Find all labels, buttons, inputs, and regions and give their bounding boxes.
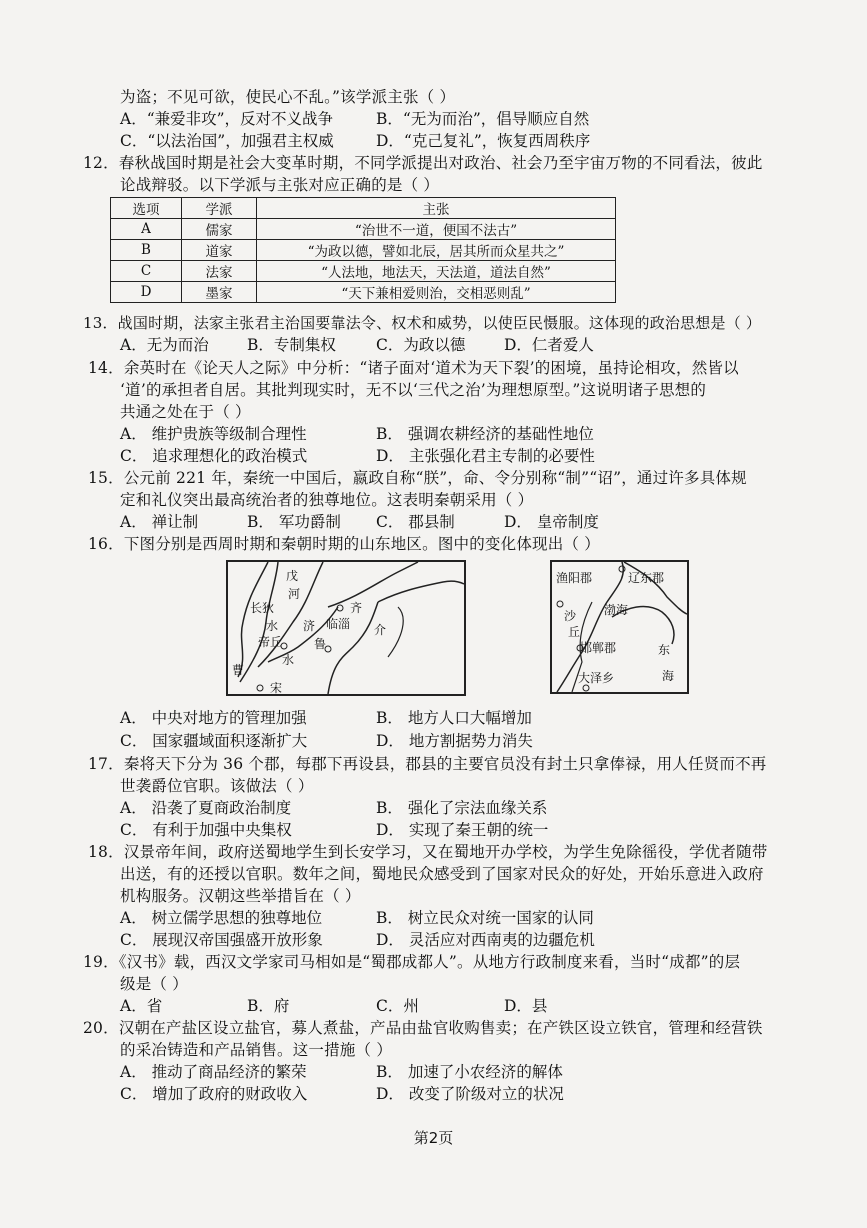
q15-stem-line2: 定和礼仪突出最高统治者的独尊地位。这表明秦朝采用（ ） (120, 491, 534, 509)
table-cell: A (111, 219, 182, 240)
q11-stem-tail: 为盗；不见可欲，使民心不乱。”该学派主张（ ） (120, 88, 456, 106)
map-qin (550, 560, 689, 694)
map1-label: 鲁 (314, 637, 327, 651)
map1-label: 曹 (232, 663, 245, 677)
table-header-row (111, 198, 616, 219)
q18-option-c: C． 展现汉帝国强盛开放形象 (120, 931, 323, 949)
map2-coast-line (624, 562, 687, 614)
q20-option-a: A． 推动了商品经济的繁荣 (120, 1063, 307, 1081)
q16-stem: 16．下图分别是西周时期和秦朝时期的山东地区。图中的变化体现出（ ） (88, 535, 600, 553)
map1-label: 水 (266, 619, 279, 633)
q17-stem-line2: 世袭爵位官职。该做法（ ） (120, 777, 314, 795)
map1-coast-line (388, 607, 403, 657)
map2-label: 渔阳郡 (556, 571, 593, 585)
q18-option-a: A． 树立儒学思想的独尊地位 (120, 909, 323, 927)
table-row (111, 261, 616, 282)
q16-option-c: C． 国家疆域面积逐渐扩大 (120, 732, 308, 750)
q20-option-d: D． 改变了阶级对立的状况 (376, 1085, 564, 1103)
q17-option-a: A． 沿袭了夏商政治制度 (120, 799, 292, 817)
q19-option-d: D．县 (504, 997, 548, 1015)
q15-option-a: A． 禅让制 (120, 513, 199, 531)
q19-stem-line2: 级是（ ） (120, 975, 188, 993)
q16-option-d: D． 地方割据势力消失 (376, 732, 533, 750)
q20-option-b: B． 加速了小农经济的解体 (376, 1063, 563, 1081)
q12-table (110, 197, 616, 303)
map2-label: 丘 (568, 625, 581, 639)
q18-stem-line2: 出送，有的还授以官职。数年之间，蜀地民众感受到了国家对民众的好处，开始乐意进入政府 (120, 865, 764, 883)
map1-label: 戊 (286, 569, 299, 583)
page-number: 第2页 (413, 1129, 454, 1147)
map-qin-svg (552, 562, 687, 692)
q15-stem-line1: 15．公元前 221 年，秦统一中国后，嬴政自称“朕”，命、令分别称“制”“诏”，通过许多具体规 (88, 469, 747, 487)
table-cell: “治世不一道，便国不法古” (257, 219, 616, 240)
table-cell: C (111, 261, 182, 282)
map2-label: 大泽乡 (578, 671, 615, 685)
q13-option-b: B．专制集权 (247, 336, 336, 354)
table-cell: B (111, 240, 182, 261)
map-western-zhou-svg (228, 562, 464, 694)
table-row (111, 219, 616, 240)
table-header-cell: 学派 (182, 198, 257, 219)
q19-option-c: C．州 (376, 997, 419, 1015)
q14-option-c: C． 追求理想化的政治模式 (120, 447, 308, 465)
map1-city-marker (257, 685, 263, 691)
table-cell: 墨家 (182, 282, 257, 303)
map2-label: 辽东郡 (628, 571, 665, 585)
q11-option-c: C．“以法治国”，加强君主权威 (120, 132, 334, 150)
q20-option-c: C． 增加了政府的财政收入 (120, 1085, 308, 1103)
q13-option-d: D．仁者爱人 (504, 336, 594, 354)
table-cell: “为政以德，譬如北辰，居其所而众星共之” (257, 240, 616, 261)
q15-option-d: D． 皇帝制度 (504, 513, 599, 531)
q11-option-d: D．“克己复礼”，恢复西周秩序 (376, 132, 591, 150)
q14-stem-line2: ‘道’的承担者自居。其批判现实时，无不以‘三代之治’为理想原型。”这说明诸子思想的 (120, 381, 707, 399)
table-cell: 道家 (182, 240, 257, 261)
map2-label: 邯郸郡 (580, 641, 617, 655)
q18-option-b: B． 树立民众对统一国家的认同 (376, 909, 594, 927)
q16-option-a: A． 中央对地方的管理加强 (120, 709, 307, 727)
map1-coast-line (328, 562, 418, 607)
q18-option-d: D． 灵活应对西南夷的边疆危机 (376, 931, 595, 949)
map1-label: 河 (288, 587, 301, 601)
table-row (111, 240, 616, 261)
q19-option-a: A．省 (120, 997, 163, 1015)
table-cell: D (111, 282, 182, 303)
map1-coast-line (378, 581, 464, 602)
map2-city-marker (557, 601, 563, 607)
q15-option-c: C． 郡县制 (376, 513, 455, 531)
table-cell: “人法地，地法天，天法道，道法自然” (257, 261, 616, 282)
q17-option-d: D． 实现了秦王朝的统一 (376, 821, 549, 839)
q18-stem-line1: 18．汉景帝年间，政府送蜀地学生到长安学习，又在蜀地开办学校，为学生免除徭役，学优者随带 (88, 843, 768, 861)
map1-label: 宋 (270, 681, 283, 694)
q12-stem-line2: 论战辩驳。以下学派与主张对应正确的是（ ） (120, 176, 440, 194)
q17-stem-line1: 17．秦将天下分为 36 个郡，每郡下再设县，郡县的主要官员没有封土只拿俸禄，用人任贤而不再 (88, 755, 767, 773)
q20-stem-line1: 20．汉朝在产盐区设立盐官，募人煮盐，产品由盐官收购售卖；在产铁区设立铁官，管理和经营铁 (83, 1019, 763, 1037)
table-header-cell: 选项 (111, 198, 182, 219)
map1-label: 济 (303, 619, 316, 633)
q14-option-a: A． 维护贵族等级制合理性 (120, 425, 307, 443)
q11-option-a: A．“兼爱非攻”，反对不义战争 (120, 110, 334, 128)
q19-stem-line1: 19．《汉书》载，西汉文学家司马相如是“蜀郡成都人”。从地方行政制度来看，当时“成都”的层 (83, 953, 741, 971)
map2-label: 东 (658, 643, 671, 657)
map2-city-marker (619, 566, 625, 572)
q13-stem: 13．战国时期，法家主张君主治国要靠法令、权术和威势，以使臣民慑服。这体现的政治思想是（ ） (83, 314, 762, 332)
q16-option-b: B． 地方人口大幅增加 (376, 709, 532, 727)
map1-label: 水 (282, 653, 295, 667)
map2-label: 沙 (564, 609, 577, 623)
map1-coast-line (328, 602, 378, 694)
table-header-cell: 主张 (257, 198, 616, 219)
map-western-zhou (226, 560, 466, 696)
q13-option-c: C．为政以德 (376, 336, 466, 354)
map1-label: 临淄 (326, 617, 351, 631)
q18-stem-line3: 机构服务。汉朝这些举措旨在（ ） (120, 887, 361, 905)
q14-option-b: B． 强调农耕经济的基础性地位 (376, 425, 594, 443)
q20-stem-line2: 的采冶铸造和产品销售。这一措施（ ） (120, 1041, 393, 1059)
q11-option-b: B．“无为而治”，倡导顺应自然 (376, 110, 590, 128)
table-cell: 法家 (182, 261, 257, 282)
map2-label: 渤海 (604, 603, 629, 617)
q15-option-b: B． 军功爵制 (247, 513, 341, 531)
map1-label: 帝丘 (258, 635, 283, 649)
q17-option-b: B． 强化了宗法血缘关系 (376, 799, 548, 817)
map1-label: 齐 (350, 601, 363, 615)
table-cell: “天下兼相爱则治，交相恶则乱” (257, 282, 616, 303)
q14-option-d: D． 主张强化君主专制的必要性 (376, 447, 595, 465)
map1-label: 介 (374, 623, 387, 637)
q14-stem-line3: 共通之处在于（ ） (120, 403, 251, 421)
q12-stem-line1: 12．春秋战国时期是社会大变革时期，不同学派提出对政治、社会乃至宇宙万物的不同看法，彼此 (83, 154, 763, 172)
q19-option-b: B．府 (247, 997, 290, 1015)
table-cell: 儒家 (182, 219, 257, 240)
q17-option-c: C． 有利于加强中央集权 (120, 821, 292, 839)
map2-label: 海 (662, 669, 675, 683)
q13-option-a: A．无为而治 (120, 336, 209, 354)
table-row (111, 282, 616, 303)
map1-label: 长狄 (250, 601, 275, 615)
q14-stem-line1: 14．余英时在《论天人之际》中分析：“诸子面对‘道术为天下裂’的困境，虽持论相攻，然皆以 (88, 359, 739, 377)
map2-city-marker (583, 685, 589, 691)
